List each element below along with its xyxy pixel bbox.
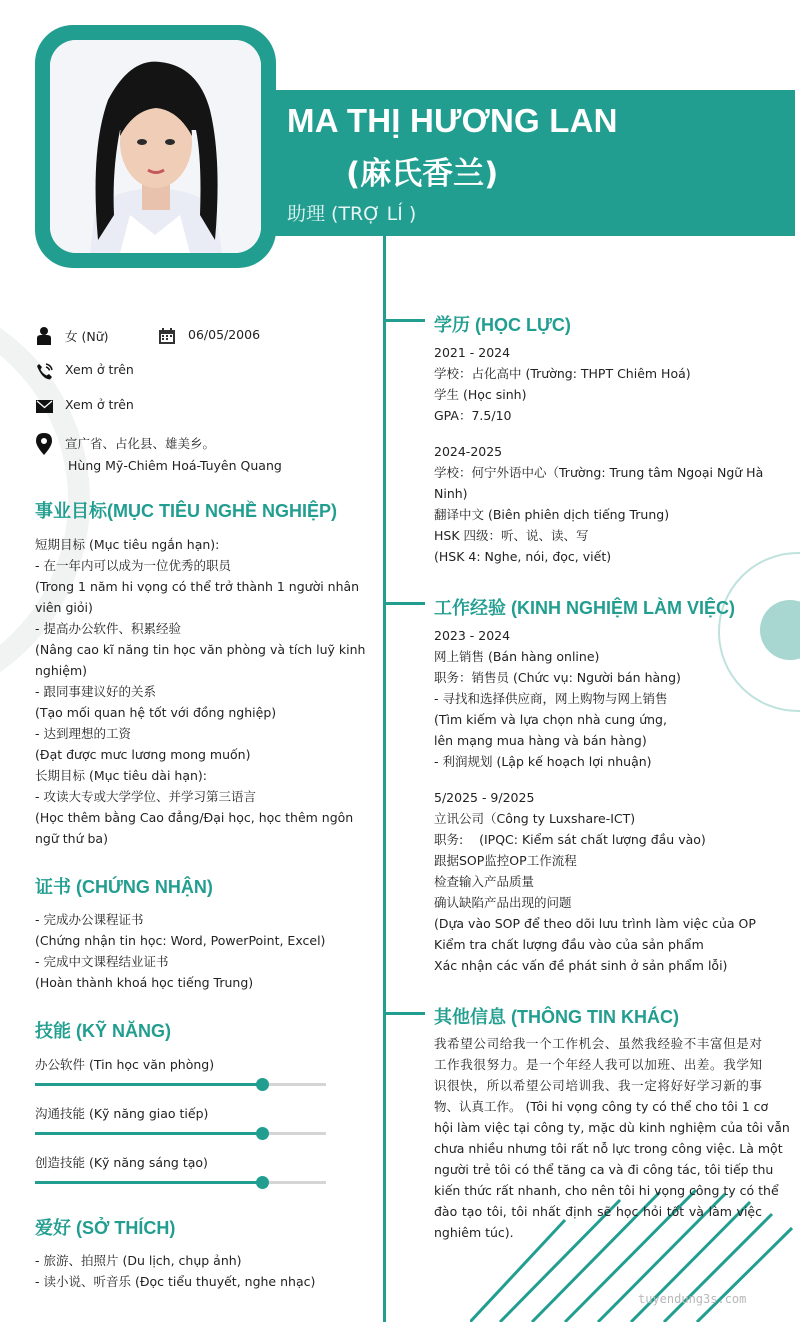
education-line: (HSK 4: Nghe, nói, đọc, viết) <box>434 549 612 564</box>
gender-text: 女 (Nữ) <box>65 329 109 344</box>
birthdate-row <box>158 327 260 345</box>
address-line-chinese: 宣广省、占化县、雄美乡。 <box>65 436 216 451</box>
experience-line: - 利润规划 (Lập kế hoạch lợi nhuận) <box>434 754 652 769</box>
email-text: Xem ở trên <box>65 397 134 412</box>
timeline-tick <box>385 602 425 605</box>
career-goal-title: 事业目标(MỤC TIÊU NGHỀ NGHIỆP) <box>35 501 338 521</box>
career-goal-line: (Trong 1 năm hi vọng có thể trở thành 1 người nhân <box>35 579 360 594</box>
hobbies-title: 爱好 (SỞ THÍCH) <box>35 1218 176 1238</box>
certificates-title: 证书 (CHỨNG NHẬN) <box>35 877 213 897</box>
watermark: tuyendung3s.com <box>638 1292 747 1306</box>
education-line: HSK 四级：听、说、读、写 <box>434 528 589 543</box>
skill-label: 办公软件 (Tin học văn phòng) <box>35 1057 215 1072</box>
timeline-line <box>383 236 386 1322</box>
skill-label: 沟通技能 (Kỹ năng giao tiếp) <box>35 1106 209 1121</box>
education-line: 学校：占化高中 (Trường: THPT Chiêm Hoá) <box>434 366 691 381</box>
experience-line: 检查输入产品质量 <box>434 874 535 889</box>
experience-block-2 <box>434 787 762 976</box>
certificate-line: - 完成办公课程证书 <box>35 912 144 927</box>
experience-line: lên mạng mua hàng và bán hàng) <box>434 733 647 748</box>
education-line: GPA：7.5/10 <box>434 408 512 423</box>
other-info-line: 物、认真工作。 (Tôi hi vọng công ty có thể cho tôi 1 cơ <box>434 1099 769 1114</box>
other-info-line: 工作我很努力。是一个年经人我可以加班、出差。我学知 <box>434 1057 762 1072</box>
education-block-1 <box>434 342 762 426</box>
timeline-tick <box>385 319 425 322</box>
job-title: 助理 (TRỢ LÍ ) <box>287 203 417 225</box>
certificate-line: - 完成中文课程结业证书 <box>35 954 169 969</box>
candidate-name-chinese: (麻氏香兰) <box>346 156 499 192</box>
hobbies-text <box>35 1250 345 1292</box>
gender-row <box>35 327 109 345</box>
other-info-line: người trẻ tôi có thể tăng ca và đi công tác, tôi tiếp thu <box>434 1162 774 1177</box>
other-info-line: 识很快，所以希望公司培训我、我一定将好好学习新的事 <box>434 1078 762 1093</box>
certificates-text <box>35 909 345 993</box>
experience-line: 职务: (IPQC: Kiểm sát chất lượng đầu vào) <box>434 832 706 847</box>
calendar-icon <box>158 327 176 345</box>
other-info-text <box>434 1033 790 1243</box>
career-goal-line: ngữ thứ ba) <box>35 831 108 846</box>
hobby-line: - 旅游、拍照片 (Du lịch, chụp ảnh) <box>35 1253 242 1268</box>
career-goal-line: viên giỏi) <box>35 600 93 615</box>
experience-line: 跟据SOP监控OP工作流程 <box>434 853 577 868</box>
skill-label: 创造技能 (Kỹ năng sáng tạo) <box>35 1155 208 1170</box>
other-info-title: 其他信息 (THÔNG TIN KHÁC) <box>434 1007 679 1027</box>
education-line: Ninh) <box>434 486 468 501</box>
person-icon <box>35 327 53 345</box>
career-goal-line: - 攻读大专或大学学位、并学习第三语言 <box>35 789 256 804</box>
career-goal-line: - 跟同事建议好的关系 <box>35 684 156 699</box>
address-row <box>35 433 282 477</box>
experience-line: 职务：销售员 (Chức vụ: Người bán hàng) <box>434 670 681 685</box>
skill-bar <box>35 1181 326 1184</box>
birthdate-text: 06/05/2006 <box>188 327 261 342</box>
education-line: 学生 (Học sinh) <box>434 387 527 402</box>
other-info-line: kiến thức rất nhanh, cho nên tôi hi vọng công ty có thể <box>434 1183 779 1198</box>
career-goal-line: - 提高办公软件、积累经验 <box>35 621 181 636</box>
experience-line: - 寻找和选择供应商，网上购物与网上销售 <box>434 691 668 706</box>
experience-line: (Dựa vào SOP để theo dõi lưu trình làm việc của OP <box>434 916 756 931</box>
career-goal-line: (Học thêm bằng Cao đẳng/Đại học, học thêm ngôn <box>35 810 354 825</box>
profile-photo <box>50 40 261 253</box>
career-goal-line: 短期目标 (Mục tiêu ngắn hạn): <box>35 537 220 552</box>
skill-bar-knob <box>256 1176 269 1189</box>
career-goal-line: nghiệm) <box>35 663 87 678</box>
candidate-name: MA THỊ HƯƠNG LAN <box>287 102 618 139</box>
experience-line: 5/2025 - 9/2025 <box>434 790 535 805</box>
skill-bar-knob <box>256 1127 269 1140</box>
location-icon <box>35 433 53 455</box>
education-title: 学历 (HỌC LỰC) <box>434 315 571 335</box>
skill-bar <box>35 1083 326 1086</box>
career-goal-line: (Đạt được mưc lương mong muốn) <box>35 747 251 762</box>
other-info-line: 我希望公司给我一个工作机会、虽然我经验不丰富但是对 <box>434 1036 762 1051</box>
skill-bar <box>35 1132 326 1135</box>
experience-line: 网上销售 (Bán hàng online) <box>434 649 600 664</box>
education-line: 学校：何宁外语中心（Trường: Trung tâm Ngoại Ngữ Hà <box>434 465 764 480</box>
experience-line: Kiểm tra chất lượng đầu vào của sản phẩm <box>434 937 704 952</box>
education-line: 2024-2025 <box>434 444 503 459</box>
experience-line: 确认缺陷产品出现的问题 <box>434 895 572 910</box>
experience-line: 立讯公司（Công ty Luxshare-ICT) <box>434 811 636 826</box>
certificate-line: (Hoàn thành khoá học tiếng Trung) <box>35 975 254 990</box>
career-goal-text <box>35 534 366 849</box>
career-goal-line: - 在一年内可以成为一位优秀的职员 <box>35 558 231 573</box>
experience-block-1 <box>434 625 762 772</box>
certificate-line: (Chứng nhận tin học: Word, PowerPoint, Excel) <box>35 933 326 948</box>
career-goal-line: (Nâng cao kĩ năng tin học văn phòng và tích luỹ kinh <box>35 642 366 657</box>
mail-icon <box>35 397 53 415</box>
hobby-line: - 读小说、听音乐 (Đọc tiểu thuyết, nghe nhạc) <box>35 1274 316 1289</box>
experience-line: Xác nhận các vấn đề phát sinh ở sản phẩm lỗi) <box>434 958 728 973</box>
education-line: 翻译中文 (Biên phiên dịch tiếng Trung) <box>434 507 670 522</box>
education-block-2 <box>434 441 762 567</box>
skills-title: 技能 (KỸ NĂNG) <box>35 1021 171 1041</box>
timeline-tick <box>385 1012 425 1015</box>
phone-row <box>35 362 134 380</box>
experience-title: 工作经验 (KINH NGHIỆM LÀM VIỆC) <box>434 598 735 618</box>
other-info-line: nghiêm túc). <box>434 1225 514 1240</box>
career-goal-line: - 达到理想的工资 <box>35 726 131 741</box>
phone-text: Xem ở trên <box>65 362 134 377</box>
career-goal-line: 长期目标 (Mục tiêu dài hạn): <box>35 768 207 783</box>
skill-bar-fill <box>35 1132 262 1135</box>
experience-line: 2023 - 2024 <box>434 628 511 643</box>
other-info-line: chưa nhiều nhưng tôi rất nỗ lực trong công việc. Là một <box>434 1141 783 1156</box>
other-info-line: đào tạo tôi, tôi nhất định sẽ học hỏi tốt và làm việc <box>434 1204 762 1219</box>
skill-bar-fill <box>35 1083 262 1086</box>
profile-photo-frame <box>35 25 276 268</box>
other-info-line: hội làm việc tại công ty, mặc dù kinh nghiệm của tôi vẫn <box>434 1120 790 1135</box>
phone-icon <box>35 362 53 380</box>
experience-line: (Tìm kiếm và lựa chọn nhà cung ứng, <box>434 712 667 727</box>
career-goal-line: (Tạo mối quan hệ tốt với đồng nghiệp) <box>35 705 277 720</box>
skill-bar-fill <box>35 1181 262 1184</box>
education-line: 2021 - 2024 <box>434 345 511 360</box>
email-row <box>35 397 134 415</box>
skill-bar-knob <box>256 1078 269 1091</box>
address-line-vietnamese: Hùng Mỹ-Chiêm Hoá-Tuyên Quang <box>68 458 282 473</box>
